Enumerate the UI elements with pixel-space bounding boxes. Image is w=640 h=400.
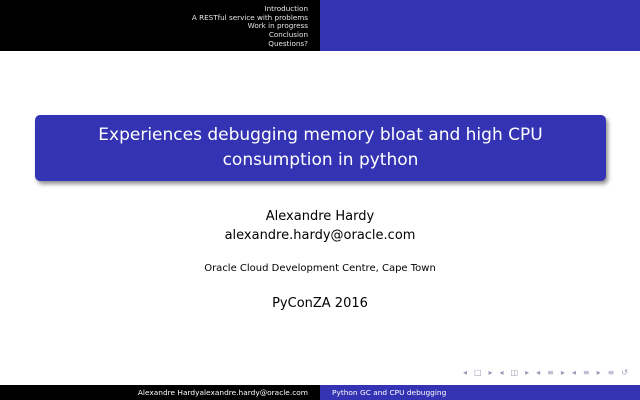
next-frame-icon[interactable]: ▸: [488, 368, 493, 377]
prev-section-icon[interactable]: ◂: [536, 368, 541, 377]
nav-item-restful-service[interactable]: A RESTful service with problems: [191, 12, 308, 22]
event-date: PyConZA 2016: [272, 296, 368, 311]
document-icon[interactable]: ≡: [582, 368, 590, 377]
nav-item-conclusion[interactable]: Conclusion: [268, 30, 308, 40]
prev-subsection-icon[interactable]: ◂: [499, 368, 504, 377]
section-nav: [192, 5, 308, 49]
header-nav-panel: [0, 0, 320, 51]
prev-frame-icon[interactable]: ◂: [462, 368, 467, 377]
section-icon[interactable]: ≡: [547, 368, 554, 377]
next-subsection-icon[interactable]: ▸: [525, 368, 530, 377]
footer-right-panel: [320, 385, 640, 400]
author-email: alexandre.hardy@oracle.com: [224, 228, 416, 243]
frame-icon[interactable]: □: [473, 368, 482, 377]
beamer-navigation-symbols: [463, 368, 628, 378]
prev-document-icon[interactable]: ◂: [571, 368, 576, 377]
footer-author: Alexandre Hardyalexandre.hardy@oracle.com: [137, 388, 308, 397]
header-accent-panel: [320, 0, 640, 51]
subsection-icon[interactable]: ◫: [510, 368, 519, 377]
author-name: Alexandre Hardy: [265, 209, 375, 224]
title-box: [35, 115, 606, 181]
footer-bar: [0, 385, 640, 400]
slide-title: Experiences debugging memory bloat and high CPU consumption in python: [98, 125, 543, 170]
footer-left-panel: [0, 385, 320, 400]
back-forward-icon[interactable]: ↺: [621, 368, 628, 377]
next-document-icon[interactable]: ▸: [596, 368, 601, 377]
search-icon[interactable]: ≡: [607, 368, 615, 377]
nav-item-questions[interactable]: Questions?: [268, 38, 308, 48]
header-bar: [0, 0, 640, 51]
nav-item-work-in-progress[interactable]: Work in progress: [247, 21, 308, 31]
next-section-icon[interactable]: ▸: [560, 368, 565, 377]
footer-short-title: Python GC and CPU debugging: [332, 388, 447, 397]
nav-item-introduction[interactable]: Introduction: [264, 4, 308, 13]
institute: Oracle Cloud Development Centre, Cape Town: [204, 263, 436, 274]
